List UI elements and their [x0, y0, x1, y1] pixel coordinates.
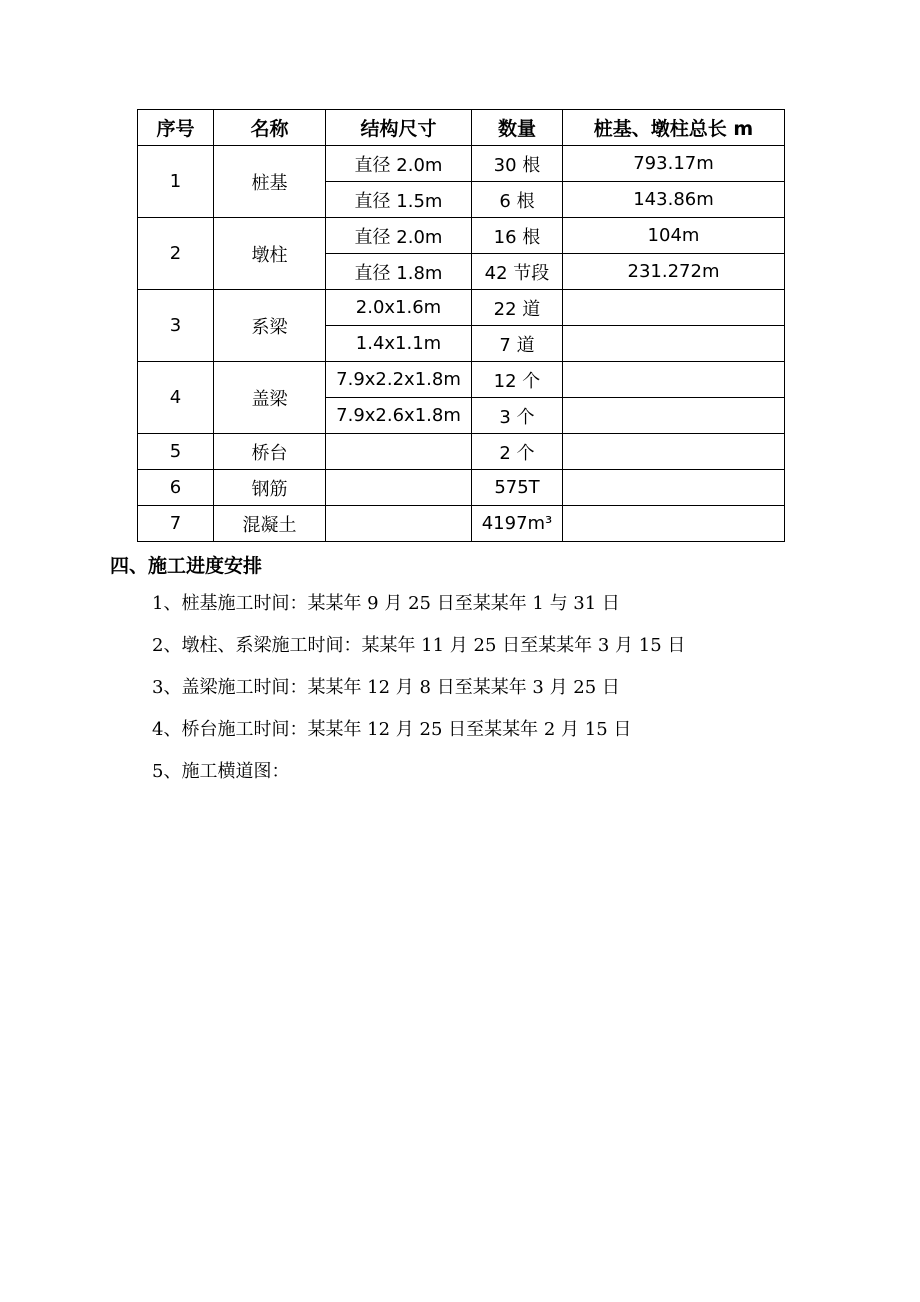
table-row	[138, 362, 785, 398]
quantity-table	[137, 109, 785, 542]
table-header-row	[138, 110, 785, 146]
schedule-item: 5、施工横道图：	[152, 761, 290, 782]
cell-qty: 12 个	[472, 362, 563, 398]
schedule-list	[152, 588, 685, 798]
cell-size: 7.9x2.6x1.8m	[326, 398, 472, 434]
table-row	[138, 506, 785, 542]
cell-qty: 6 根	[472, 182, 563, 218]
cell-size	[326, 434, 472, 470]
table-row	[138, 290, 785, 326]
section-heading: 四、施工进度安排	[110, 555, 263, 577]
cell-name: 桩基	[214, 146, 326, 218]
cell-size: 2.0x1.6m	[326, 290, 472, 326]
cell-qty: 30 根	[472, 146, 563, 182]
cell-length	[563, 506, 785, 542]
schedule-item: 4、桥台施工时间：某某年 12 月 25 日至某某年 2 月 15 日	[152, 719, 632, 740]
cell-name: 桥台	[214, 434, 326, 470]
schedule-item: 1、桩基施工时间：某某年 9 月 25 日至某某年 1 与 31 日	[152, 593, 620, 614]
cell-name: 钢筋	[214, 470, 326, 506]
cell-no: 3	[138, 290, 214, 362]
cell-size	[326, 470, 472, 506]
cell-length: 104m	[563, 218, 785, 254]
header-length: 桩基、墩柱总长 m	[563, 110, 785, 146]
cell-size: 直径 2.0m	[326, 218, 472, 254]
cell-name: 混凝土	[214, 506, 326, 542]
cell-length	[563, 362, 785, 398]
cell-size: 直径 1.8m	[326, 254, 472, 290]
cell-size	[326, 506, 472, 542]
cell-length: 793.17m	[563, 146, 785, 182]
cell-qty: 16 根	[472, 218, 563, 254]
cell-no: 4	[138, 362, 214, 434]
cell-qty: 2 个	[472, 434, 563, 470]
cell-length	[563, 398, 785, 434]
cell-length	[563, 326, 785, 362]
header-qty: 数量	[472, 110, 563, 146]
cell-name: 盖梁	[214, 362, 326, 434]
cell-qty: 575T	[472, 470, 563, 506]
table-row	[138, 146, 785, 182]
cell-no: 6	[138, 470, 214, 506]
schedule-item: 3、盖梁施工时间：某某年 12 月 8 日至某某年 3 月 25 日	[152, 677, 620, 698]
cell-size: 直径 1.5m	[326, 182, 472, 218]
cell-qty: 4197m³	[472, 506, 563, 542]
cell-name: 墩柱	[214, 218, 326, 290]
table-row	[138, 470, 785, 506]
header-no: 序号	[138, 110, 214, 146]
cell-length: 231.272m	[563, 254, 785, 290]
cell-qty: 7 道	[472, 326, 563, 362]
cell-size: 7.9x2.2x1.8m	[326, 362, 472, 398]
cell-length	[563, 434, 785, 470]
cell-qty: 42 节段	[472, 254, 563, 290]
cell-size: 1.4x1.1m	[326, 326, 472, 362]
header-size: 结构尺寸	[326, 110, 472, 146]
table-row	[138, 434, 785, 470]
cell-length: 143.86m	[563, 182, 785, 218]
cell-no: 7	[138, 506, 214, 542]
header-name: 名称	[214, 110, 326, 146]
cell-length	[563, 290, 785, 326]
cell-qty: 3 个	[472, 398, 563, 434]
schedule-item: 2、墩柱、系梁施工时间：某某年 11 月 25 日至某某年 3 月 15 日	[152, 635, 686, 656]
cell-name: 系梁	[214, 290, 326, 362]
cell-no: 5	[138, 434, 214, 470]
table-row	[138, 218, 785, 254]
cell-no: 1	[138, 146, 214, 218]
cell-length	[563, 470, 785, 506]
cell-size: 直径 2.0m	[326, 146, 472, 182]
cell-qty: 22 道	[472, 290, 563, 326]
cell-no: 2	[138, 218, 214, 290]
